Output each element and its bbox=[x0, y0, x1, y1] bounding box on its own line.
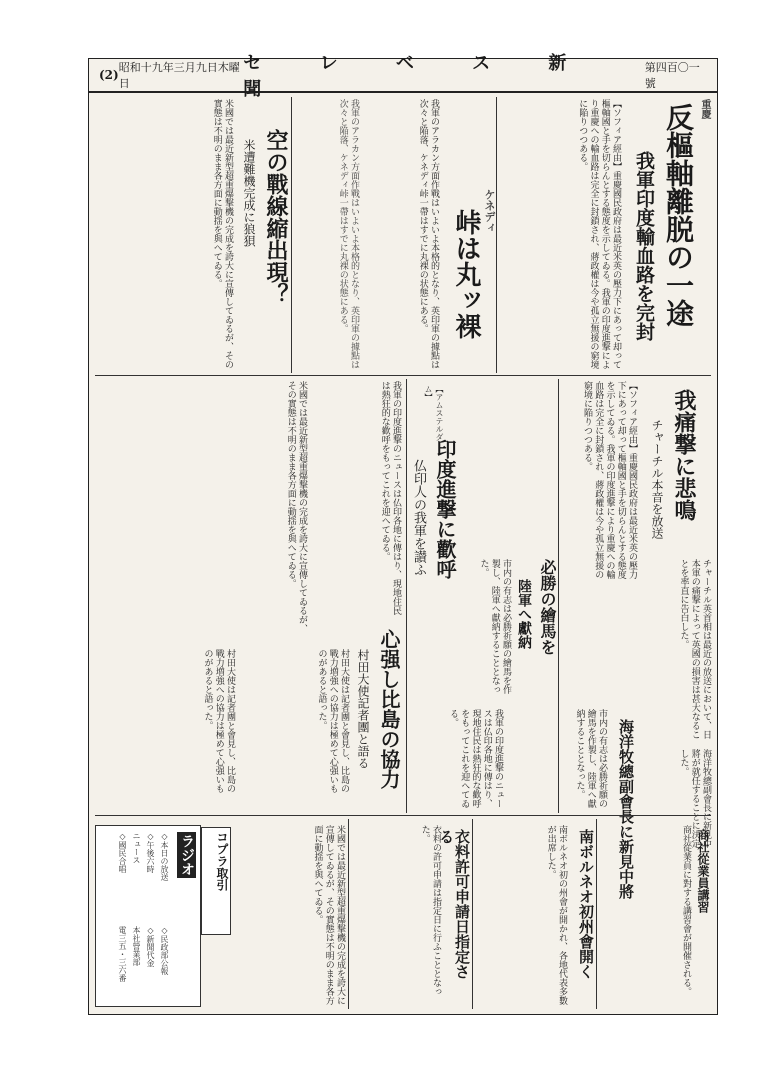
article-kicker: 重慶 bbox=[699, 99, 710, 119]
article-body: 我軍の印度進撃のニュースは仏印各地に傳はり、現地住民は熱狂的な歡呼をもってこれを迎へてゐる。 bbox=[379, 381, 401, 615]
article-body: 村田大使は記者團と會見し、比島の戰力増強への協力は極めて心强いものがあると語った。 bbox=[316, 649, 349, 793]
article-body: 市内の有志は必勝祈願の繪馬を作製し、陸軍へ獻納することとなった。 bbox=[478, 559, 511, 694]
article-headline: 南ボルネオ初州會開く bbox=[577, 829, 595, 979]
article-body-continued: 米國では最近新型超重爆撃機の完成を誇大に宣傳してゐるが、その實態は不明のまま各方面に動揺を與へてゐる。 bbox=[285, 381, 307, 633]
article-kicker: ケネディ bbox=[483, 189, 496, 233]
article-body-continued: 村田大使は記者團と會見し、比島の戰力増強への協力は極めて心强いものがあると語った。 bbox=[202, 649, 235, 793]
page-number: (2) bbox=[99, 68, 119, 82]
article-body-continued: 【ソフィア經由】重慶國民政府は最近米英の壓力下にあって却って樞軸國と手を切らんとする態度を示してゐる。我軍の印度進撃により重慶への輸血路は完全に封鎖され、蔣政權は今や孤立無援の窮境に陥りつつある。 bbox=[582, 381, 637, 579]
article-headline: 必勝の繪馬を bbox=[538, 559, 557, 655]
article-headline: 空の戰線縮出現？ bbox=[263, 129, 289, 305]
column-rule bbox=[291, 97, 292, 373]
article-body-continued: 我軍のアラカン方面作戰はいよいよ本格的となり、英印軍の據點は次々と陥落、ケネディ峠一帶はすでに丸裸の状態にある。 bbox=[337, 99, 359, 369]
radio-title: ラジオ bbox=[179, 834, 195, 876]
article-body: 商社從業員に對する講習會が開催される。 bbox=[681, 825, 691, 996]
page-header bbox=[89, 53, 717, 100]
article-body: 海洋牧總副會長に新見中將が就任することに決定した。 bbox=[678, 749, 711, 848]
section-divider bbox=[95, 375, 711, 376]
article-body: 南ボルネオ初の州會が開かれ、各地代表多數が出席した。 bbox=[545, 825, 567, 1005]
commodity-box: コプラ取引 bbox=[201, 827, 231, 935]
article-body-continued: 市内の有志は必勝祈願の繪馬を作製し、陸軍へ獻納することとなった。 bbox=[574, 709, 607, 808]
article-headline: 我痛撃に悲鳴 bbox=[671, 389, 697, 521]
article-headline: 峠は丸ッ裸 bbox=[451, 209, 481, 339]
article-headline: 反樞軸離脱の一途 bbox=[662, 103, 695, 327]
radio-line: ◇午後六時 bbox=[146, 832, 155, 873]
notice-line: 本社營業部 bbox=[132, 926, 141, 966]
article-subhead: 村田大使記者團と語る bbox=[356, 649, 370, 769]
article-body: 米國では最近新型超重爆撃機の完成を誇大に宣傳してゐるが、その實態は不明のまま各方面に動揺を與へてゐる。 bbox=[211, 99, 233, 369]
column-rule bbox=[558, 379, 559, 813]
article-body: 我軍のアラカン方面作戰はいよいよ本格的となり、英印軍の據點は次々と陥落、ケネディ峠一帶はすでに丸裸の状態にある。 bbox=[417, 99, 439, 369]
notice-line: ◇民政部公報 bbox=[160, 926, 169, 975]
article-headline: 印度進撃に歡呼 bbox=[433, 439, 457, 579]
radio-schedule-box bbox=[95, 825, 201, 1007]
notice-line: ◇新聞代金 bbox=[146, 926, 155, 967]
article-body: チャーチル英首相は最近の放送において、日本軍の痛撃によって英國の損害は甚大なることを率直に告白した。 bbox=[678, 559, 711, 739]
article-headline: 衣料許可申請日指定さる bbox=[437, 829, 471, 979]
issue-date: 昭和十九年三月九日木曜日 bbox=[118, 61, 240, 90]
radio-line: ◇國民合唱 bbox=[118, 832, 127, 873]
edition-number: 第四百〇一號 bbox=[644, 61, 700, 90]
column-rule bbox=[496, 97, 497, 373]
article-body-continued: 我軍の印度進撃のニュースは仏印各地に傳はり、現地住民は熱狂的な歡呼をもってこれを迎へてゐる。 bbox=[448, 709, 503, 808]
column-rule bbox=[596, 819, 597, 1009]
article-subhead: チャーチル本音を放送 bbox=[650, 419, 664, 539]
section-divider bbox=[95, 815, 711, 816]
dateline: 【アムステルダム】 bbox=[424, 385, 444, 441]
article-headline: 海洋牧總副會長に新見中將 bbox=[617, 719, 635, 899]
radio-line: ニュース bbox=[132, 832, 141, 864]
column-rule bbox=[406, 379, 407, 813]
article-headline: 商社從業員講習 bbox=[696, 829, 710, 913]
article-subhead: 仏印人の我軍を讃ふ bbox=[411, 459, 426, 576]
article-body-continued: 米國では最近新型超重爆撃機の完成を誇大に宣傳してゐるが、その實態は不明のまま各方面に動揺を與へてゐる。 bbox=[312, 825, 345, 1005]
article-body: 衣料の許可申請は指定日に行ふこととなった。 bbox=[419, 825, 441, 996]
radio-line: ◇本日の放送 bbox=[160, 832, 169, 881]
newspaper-page bbox=[88, 53, 718, 1015]
article-headline: 心强し比島の協力 bbox=[377, 629, 401, 789]
column-rule bbox=[348, 819, 349, 1009]
article-subhead: 陸軍へ獻納 bbox=[516, 579, 532, 649]
article-body: 【ソフィア經由】重慶國民政府は最近米英の壓力下にあって却って樞軸國と手を切らんとする態度を示してゐる。我軍の印度進撃により重慶への輸血路は完全に封鎖され、蔣政權は今や孤立無援の窮境に陥りつつある。 bbox=[577, 99, 621, 369]
paper-name: セ レ ベ ス 新 聞 bbox=[243, 53, 593, 100]
notice-line: 電三五・三六番 bbox=[118, 926, 127, 982]
article-subhead: 我軍印度輸血路を完封 bbox=[633, 151, 655, 341]
article-subhead: 米遭難機完成に狼狽 bbox=[242, 139, 256, 247]
column-rule bbox=[472, 819, 473, 1009]
